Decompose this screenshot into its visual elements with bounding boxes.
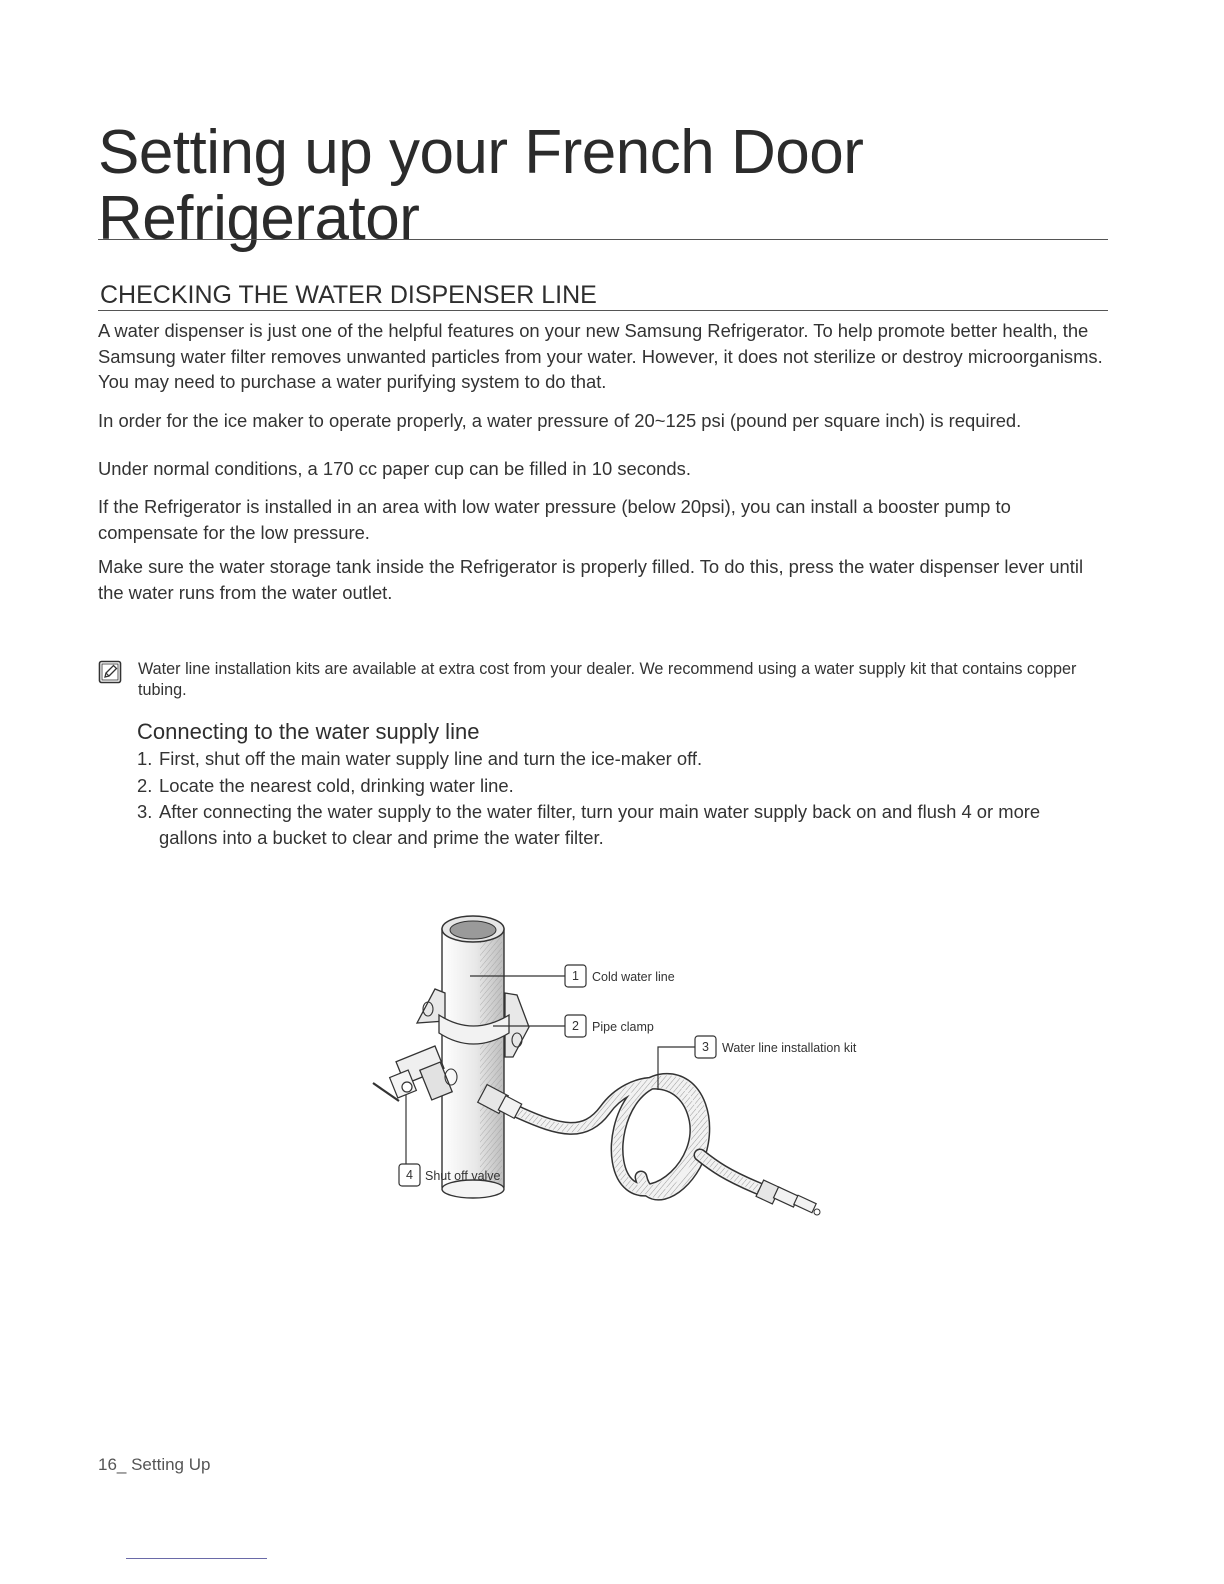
step-text: After connecting the water supply to the water filter, turn your main water supply back on and flush 4 or more gallons into a bucket to clear and prime the water filter. xyxy=(159,801,1041,848)
footer-divider xyxy=(126,1558,267,1559)
paragraph-intro: A water dispenser is just one of the helpful features on your new Samsung Refrigerator. To help promote better health, the Samsung water filter removes unwanted particles from your water. However, it does not sterilize or destroy microorganisms. You may need to purchase a water purifying system to do that. xyxy=(98,320,1103,392)
coiled-water-line xyxy=(495,1079,767,1194)
callout-1-number: 1 xyxy=(572,969,579,983)
step-number: 1. xyxy=(137,748,153,769)
step-number: 2. xyxy=(137,774,153,796)
page-title: Setting up your French Door Refrigerator xyxy=(98,118,864,253)
step-text: First, shut off the main water supply line and turn the ice-maker off. xyxy=(159,748,703,769)
paragraph-storage-tank: Make sure the water storage tank inside the Refrigerator is properly filled. To do this, press the water dispenser lever until the water runs from the water outlet. xyxy=(98,556,1084,603)
water-line-diagram xyxy=(355,905,895,1235)
list-item xyxy=(137,746,1097,772)
section-divider xyxy=(98,310,1108,311)
list-item xyxy=(137,773,1097,799)
list-item xyxy=(137,799,1097,850)
step-number: 3. xyxy=(137,801,153,822)
water-line-illustration xyxy=(355,905,895,1235)
note-icon xyxy=(98,660,122,684)
page-footer: 16_ Setting Up xyxy=(98,1455,211,1474)
callout-2-number: 2 xyxy=(572,1019,579,1033)
note-text: Water line installation kits are available at extra cost from your dealer. We recommend using a water supply kit that contains copper tubing. xyxy=(138,660,1077,699)
paragraph-booster-pump: If the Refrigerator is installed in an area with low water pressure (below 20psi), you can install a booster pump to compensate for the low pressure. xyxy=(98,496,1011,543)
paragraph-flow-rate: Under normal conditions, a 170 cc paper cup can be filled in 10 seconds. xyxy=(98,458,691,479)
callout-3-number: 3 xyxy=(702,1040,709,1054)
callout-4-number: 4 xyxy=(406,1168,413,1182)
callout-4-label: Shut off valve xyxy=(425,1169,501,1183)
end-fitting xyxy=(756,1180,820,1215)
subsection-heading: Connecting to the water supply line xyxy=(137,719,480,744)
step-text: Locate the nearest cold, drinking water line. xyxy=(159,774,514,796)
callout-2-label: Pipe clamp xyxy=(592,1020,654,1034)
callout-1-label: Cold water line xyxy=(592,970,675,984)
cold-water-pipe xyxy=(442,916,504,1198)
steps-list xyxy=(137,746,1097,851)
callout-3-label: Water line installation kit xyxy=(722,1041,857,1055)
section-heading: CHECKING THE WATER DISPENSER LINE xyxy=(100,281,597,309)
title-divider xyxy=(98,239,1108,240)
paragraph-pressure: In order for the ice maker to operate properly, a water pressure of 20~125 psi (pound per square inch) is required. xyxy=(98,410,1022,431)
